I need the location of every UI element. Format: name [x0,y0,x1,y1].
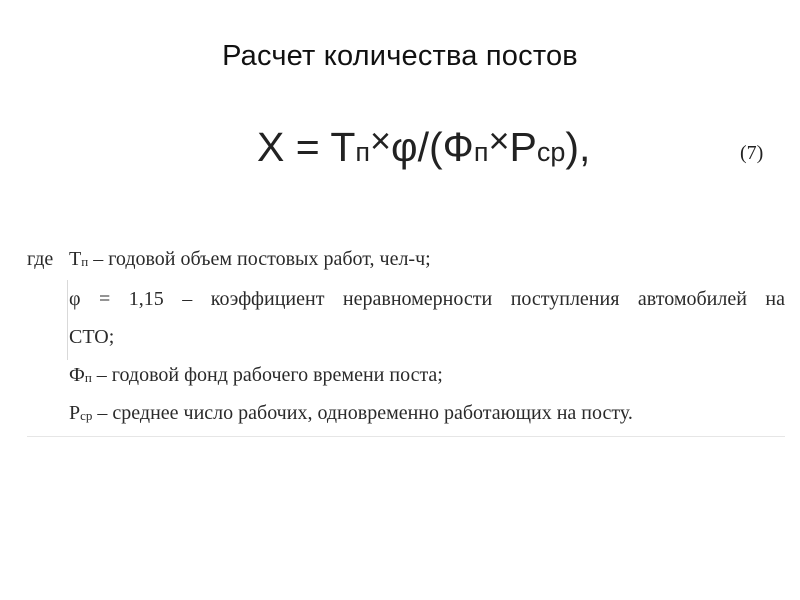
definition-symbol: Ф [69,364,85,386]
definition-item-tp [69,248,431,271]
formula-phi-subscript: п [473,137,489,167]
formula-lhs: X = T [257,124,356,170]
equation-number: (7) [740,142,764,164]
formula-phi-part: φ/(Ф [391,124,474,170]
formula-times-sign: × [370,120,392,161]
definition-text: – среднее число рабочих, одновременно работающих на посту. [92,402,633,424]
formula-t-subscript: п [355,137,371,167]
definition-subscript: п [81,254,89,269]
definition-symbol: P [69,402,81,424]
definition-item-fp [69,364,443,387]
definition-item-phi-line2: СТО; [69,326,115,348]
formula [257,120,591,171]
definition-item-pcp [69,402,633,425]
definition-text: – годовой фонд рабочего времени поста; [91,364,443,386]
formula-p: P [509,124,537,170]
formula-p-subscript: ср [536,137,566,167]
definition-item-phi-line1: φ = 1,15 – коэффициент неравномерности поступления автомобилей на [69,288,785,310]
definitions-block [27,236,785,437]
definition-symbol: T [69,248,82,270]
where-label: где [27,248,54,270]
definition-text: – годовой объем постовых работ, чел-ч; [88,248,431,270]
formula-times-sign-2: × [488,120,510,161]
formula-tail: ), [565,124,591,170]
definition-subscript: п [84,370,92,385]
definition-subscript: ср [80,408,93,423]
definitions-side-line [67,280,68,360]
slide-title: Расчет количества постов [222,40,578,72]
